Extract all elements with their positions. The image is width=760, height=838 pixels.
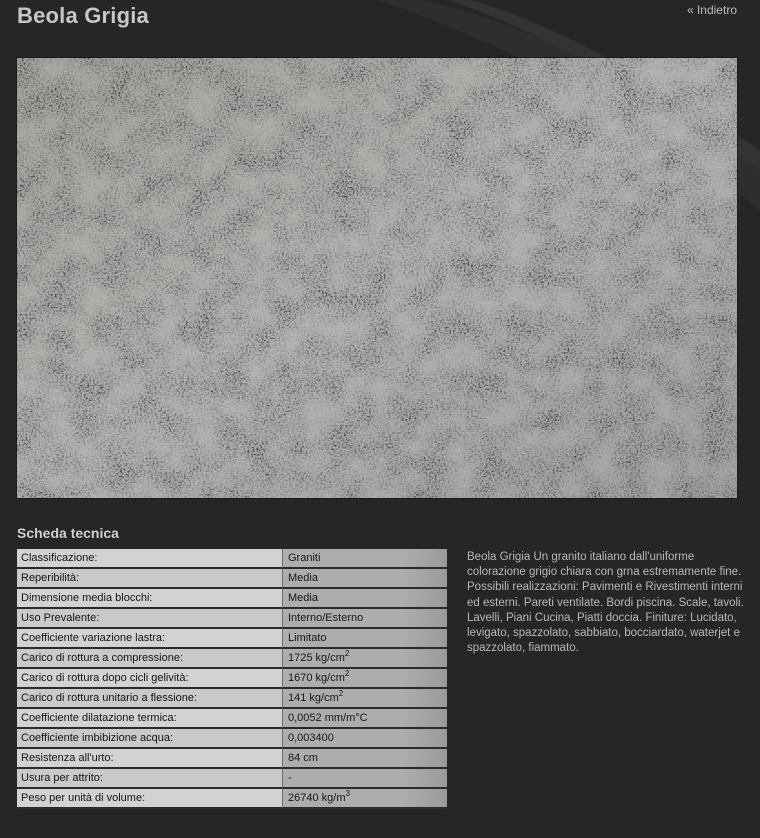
stone-image [17, 58, 737, 498]
specs-table [17, 549, 447, 809]
spec-label: Reperibilità: [17, 569, 283, 589]
spec-label: Usura per attrito: [17, 769, 283, 789]
table-row [17, 549, 447, 569]
spec-label: Carico di rottura a compressione: [17, 649, 283, 669]
table-row [17, 729, 447, 749]
spec-value: Limitato [283, 629, 447, 649]
table-row [17, 669, 447, 689]
spec-value: Media [283, 569, 447, 589]
table-row [17, 769, 447, 789]
table-row [17, 709, 447, 729]
spec-value: 1670 $kg/cm^2$ [283, 669, 447, 689]
spec-value: Media [283, 589, 447, 609]
table-row [17, 589, 447, 609]
spec-label: Resistenza all'urto: [17, 749, 283, 769]
spec-value: Graniti [283, 549, 447, 569]
spec-label: Classificazione: [17, 549, 283, 569]
spec-label: Dimensione media blocchi: [17, 589, 283, 609]
table-row [17, 609, 447, 629]
table-row [17, 569, 447, 589]
spec-value: 84 cm [283, 749, 447, 769]
table-row [17, 789, 447, 809]
back-link[interactable]: « Indietro [686, 3, 737, 17]
page-title: Beola Grigia [17, 3, 149, 28]
spec-label: Uso Prevalente: [17, 609, 283, 629]
spec-label: Coefficiente dilatazione termica: [17, 709, 283, 729]
spec-value: 26740 $kg/m^3$ [283, 789, 447, 809]
spec-value: 141 $kg/cm^2$ [283, 689, 447, 709]
table-row [17, 629, 447, 649]
spec-label: Peso per unità di volume: [17, 789, 283, 809]
spec-label: Coefficiente imbibizione acqua: [17, 729, 283, 749]
stone-description: Beola Grigia Un granito italiano dall'uniforme colorazione grigio chiara con grna estremamente fine. Possibili realizzazioni: Pavimenti e Rivestimenti interni ed esterni. Pareti ventilate. Bordi piscina. Scale, tavoli. Lavelli, Piani Cucina, Piatti doccia. Finiture: Lucidato, levigato, spazzolato, sabbiato, bocciardato, waterjet e spazzolato, fiammato. [467, 551, 744, 655]
spec-label: Coefficiente variazione lastra: [17, 629, 283, 649]
spec-value: 0,0052 mm/m°C [283, 709, 447, 729]
spec-value: 1725 $kg/cm^2$ [283, 649, 447, 669]
spec-value: - [283, 769, 447, 789]
table-row [17, 749, 447, 769]
spec-label: Carico di rottura dopo cicli gelività: [17, 669, 283, 689]
table-row [17, 689, 447, 709]
spec-value: Interno/Esterno [283, 609, 447, 629]
table-row [17, 649, 447, 669]
spec-value: 0,003400 [283, 729, 447, 749]
spec-label: Carico di rottura unitario a flessione: [17, 689, 283, 709]
specs-title: Scheda tecnica [17, 525, 119, 541]
